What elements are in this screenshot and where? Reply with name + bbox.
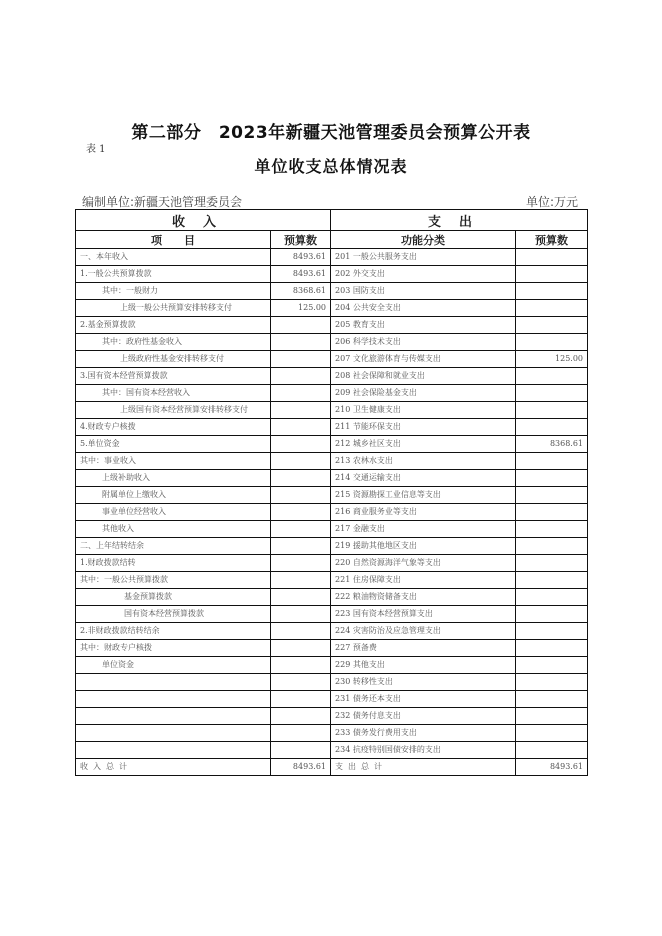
income-item-cell: 其中：事业收入 bbox=[76, 453, 271, 470]
table-row bbox=[76, 708, 588, 725]
expense-item-cell: 230 转移性支出 bbox=[331, 674, 516, 691]
budget-table bbox=[75, 209, 588, 776]
expense-item-cell: 215 资源勘探工业信息等支出 bbox=[331, 487, 516, 504]
income-total-label: 收入总计 bbox=[76, 759, 271, 776]
expense-item-cell: 219 援助其他地区支出 bbox=[331, 538, 516, 555]
column-header-row bbox=[76, 231, 588, 249]
table-row bbox=[76, 640, 588, 657]
expense-item-cell: 229 其他支出 bbox=[331, 657, 516, 674]
income-item-cell: 2.非财政拨款结转结余 bbox=[76, 623, 271, 640]
income-amount-cell: 8493.61 bbox=[271, 266, 331, 283]
income-amount-cell bbox=[271, 334, 331, 351]
income-item-cell: 其中：国有资本经营收入 bbox=[76, 385, 271, 402]
expense-amount-cell bbox=[516, 606, 588, 623]
expense-amount-cell bbox=[516, 249, 588, 266]
expense-item-cell: 224 灾害防治及应急管理支出 bbox=[331, 623, 516, 640]
income-amount-cell bbox=[271, 436, 331, 453]
expense-total-label: 支出总计 bbox=[331, 759, 516, 776]
table-row bbox=[76, 606, 588, 623]
expense-amount-cell bbox=[516, 708, 588, 725]
income-amount-cell bbox=[271, 674, 331, 691]
income-item-cell: 事业单位经营收入 bbox=[76, 504, 271, 521]
income-amount-cell bbox=[271, 385, 331, 402]
expense-amount-cell bbox=[516, 487, 588, 504]
expense-amount-cell: 125.00 bbox=[516, 351, 588, 368]
table-row bbox=[76, 504, 588, 521]
table-row bbox=[76, 555, 588, 572]
income-amount-cell: 125.00 bbox=[271, 300, 331, 317]
table-row bbox=[76, 266, 588, 283]
table-row bbox=[76, 470, 588, 487]
org-label: 编制单位:新疆天池管理委员会 bbox=[82, 195, 243, 209]
table-row bbox=[76, 521, 588, 538]
expense-amount-cell bbox=[516, 538, 588, 555]
income-section-header: 收入 bbox=[76, 210, 331, 231]
income-amount-cell bbox=[271, 623, 331, 640]
income-amount-cell bbox=[271, 725, 331, 742]
expense-amount-cell bbox=[516, 453, 588, 470]
expense-item-cell: 233 债务发行费用支出 bbox=[331, 725, 516, 742]
table-row bbox=[76, 487, 588, 504]
expense-amount-cell bbox=[516, 521, 588, 538]
table-row bbox=[76, 402, 588, 419]
table-row bbox=[76, 436, 588, 453]
income-item-cell: 上级政府性基金安排转移支付 bbox=[76, 351, 271, 368]
expense-item-cell: 208 社会保障和就业支出 bbox=[331, 368, 516, 385]
total-row bbox=[76, 759, 588, 776]
table-row bbox=[76, 742, 588, 759]
income-item-cell: 1.一般公共预算拨款 bbox=[76, 266, 271, 283]
expense-item-cell: 232 债务付息支出 bbox=[331, 708, 516, 725]
expense-amount-cell bbox=[516, 470, 588, 487]
main-title: 第二部分 2023年新疆天池管理委员会预算公开表 bbox=[131, 123, 531, 143]
table-row bbox=[76, 317, 588, 334]
expense-amount-cell bbox=[516, 589, 588, 606]
table-number: 表 1 bbox=[86, 144, 106, 155]
table-row bbox=[76, 283, 588, 300]
expense-amount-cell bbox=[516, 334, 588, 351]
expense-item-cell: 210 卫生健康支出 bbox=[331, 402, 516, 419]
expense-amount-cell bbox=[516, 368, 588, 385]
income-amount-cell bbox=[271, 708, 331, 725]
table-row bbox=[76, 300, 588, 317]
income-amount-cell bbox=[271, 555, 331, 572]
expense-item-cell: 212 城乡社区支出 bbox=[331, 436, 516, 453]
expense-item-cell: 231 债务还本支出 bbox=[331, 691, 516, 708]
expense-amount-cell bbox=[516, 742, 588, 759]
expense-amount-cell bbox=[516, 402, 588, 419]
income-item-cell: 其中：财政专户核拨 bbox=[76, 640, 271, 657]
expense-amount-cell bbox=[516, 385, 588, 402]
income-amount-cell bbox=[271, 402, 331, 419]
income-amount-cell bbox=[271, 589, 331, 606]
income-item-cell: 一、本年收入 bbox=[76, 249, 271, 266]
expense-item-cell: 221 住房保障支出 bbox=[331, 572, 516, 589]
income-amount-cell bbox=[271, 606, 331, 623]
table-row bbox=[76, 368, 588, 385]
expense-amount-cell bbox=[516, 691, 588, 708]
table-row bbox=[76, 691, 588, 708]
expense-amount-cell bbox=[516, 623, 588, 640]
income-amount-header: 预算数 bbox=[271, 231, 331, 249]
income-amount-cell bbox=[271, 521, 331, 538]
income-item-cell: 1.财政拨款结转 bbox=[76, 555, 271, 572]
unit-label: 单位:万元 bbox=[525, 195, 578, 209]
income-amount-cell bbox=[271, 453, 331, 470]
expense-item-cell: 205 教育支出 bbox=[331, 317, 516, 334]
expense-amount-cell bbox=[516, 419, 588, 436]
income-item-cell: 上级补助收入 bbox=[76, 470, 271, 487]
income-item-cell bbox=[76, 725, 271, 742]
income-amount-cell bbox=[271, 368, 331, 385]
income-amount-cell bbox=[271, 504, 331, 521]
expense-amount-cell bbox=[516, 572, 588, 589]
table-row bbox=[76, 623, 588, 640]
table-row bbox=[76, 385, 588, 402]
income-item-cell: 2.基金预算拨款 bbox=[76, 317, 271, 334]
expense-item-cell: 209 社会保险基金支出 bbox=[331, 385, 516, 402]
expense-amount-cell: 8368.61 bbox=[516, 436, 588, 453]
table-body bbox=[76, 249, 588, 759]
table-row bbox=[76, 334, 588, 351]
income-amount-cell bbox=[271, 487, 331, 504]
expense-amount-cell bbox=[516, 725, 588, 742]
expense-item-cell: 214 交通运输支出 bbox=[331, 470, 516, 487]
table-row bbox=[76, 657, 588, 674]
section-header-row bbox=[76, 210, 588, 231]
expense-item-cell: 223 国有资本经营预算支出 bbox=[331, 606, 516, 623]
income-item-cell: 单位资金 bbox=[76, 657, 271, 674]
expense-item-cell: 207 文化旅游体育与传媒支出 bbox=[331, 351, 516, 368]
income-item-cell: 其中：一般公共预算拨款 bbox=[76, 572, 271, 589]
income-item-cell: 上级一般公共预算安排转移支付 bbox=[76, 300, 271, 317]
income-total-amount: 8493.61 bbox=[271, 759, 331, 776]
income-amount-cell: 8493.61 bbox=[271, 249, 331, 266]
income-item-header: 项 目 bbox=[76, 231, 271, 249]
expense-item-cell: 211 节能环保支出 bbox=[331, 419, 516, 436]
income-amount-cell bbox=[271, 572, 331, 589]
income-item-cell bbox=[76, 691, 271, 708]
expense-amount-cell bbox=[516, 283, 588, 300]
income-amount-cell bbox=[271, 538, 331, 555]
expense-amount-cell bbox=[516, 266, 588, 283]
expense-item-cell: 201 一般公共服务支出 bbox=[331, 249, 516, 266]
expense-amount-cell bbox=[516, 300, 588, 317]
expense-item-cell: 204 公共安全支出 bbox=[331, 300, 516, 317]
expense-item-cell: 234 抗疫特别国债安排的支出 bbox=[331, 742, 516, 759]
income-amount-cell bbox=[271, 691, 331, 708]
income-item-cell bbox=[76, 674, 271, 691]
income-item-cell: 上级国有资本经营预算安排转移支付 bbox=[76, 402, 271, 419]
income-item-cell: 基金预算拨款 bbox=[76, 589, 271, 606]
income-item-cell: 其中：一般财力 bbox=[76, 283, 271, 300]
income-item-cell: 附属单位上缴收入 bbox=[76, 487, 271, 504]
table-row bbox=[76, 249, 588, 266]
income-item-cell: 5.单位资金 bbox=[76, 436, 271, 453]
income-item-cell bbox=[76, 742, 271, 759]
table-row bbox=[76, 674, 588, 691]
expense-item-cell: 206 科学技术支出 bbox=[331, 334, 516, 351]
expense-item-cell: 217 金融支出 bbox=[331, 521, 516, 538]
table-row bbox=[76, 538, 588, 555]
income-amount-cell bbox=[271, 640, 331, 657]
income-item-cell bbox=[76, 708, 271, 725]
table-row bbox=[76, 419, 588, 436]
table-row bbox=[76, 453, 588, 470]
income-item-cell: 3.国有资本经营预算拨款 bbox=[76, 368, 271, 385]
income-amount-cell bbox=[271, 351, 331, 368]
expense-item-cell: 227 预备费 bbox=[331, 640, 516, 657]
expense-amount-cell bbox=[516, 504, 588, 521]
expense-amount-cell bbox=[516, 657, 588, 674]
expense-item-header: 功能分类 bbox=[331, 231, 516, 249]
income-amount-cell: 8368.61 bbox=[271, 283, 331, 300]
expense-item-cell: 202 外交支出 bbox=[331, 266, 516, 283]
income-amount-cell bbox=[271, 317, 331, 334]
expense-item-cell: 213 农林水支出 bbox=[331, 453, 516, 470]
income-amount-cell bbox=[271, 470, 331, 487]
income-amount-cell bbox=[271, 742, 331, 759]
expense-amount-cell bbox=[516, 674, 588, 691]
sub-title: 单位收支总体情况表 bbox=[254, 157, 408, 176]
income-item-cell: 国有资本经营预算拨款 bbox=[76, 606, 271, 623]
income-item-cell: 二、上年结转结余 bbox=[76, 538, 271, 555]
income-item-cell: 4.财政专户核拨 bbox=[76, 419, 271, 436]
expense-item-cell: 222 粮油物资储备支出 bbox=[331, 589, 516, 606]
expense-amount-cell bbox=[516, 640, 588, 657]
table-row bbox=[76, 589, 588, 606]
income-item-cell: 其中：政府性基金收入 bbox=[76, 334, 271, 351]
expense-amount-cell bbox=[516, 317, 588, 334]
income-item-cell: 其他收入 bbox=[76, 521, 271, 538]
income-amount-cell bbox=[271, 419, 331, 436]
expense-section-header: 支出 bbox=[331, 210, 588, 231]
expense-item-cell: 220 自然资源海洋气象等支出 bbox=[331, 555, 516, 572]
expense-item-cell: 216 商业服务业等支出 bbox=[331, 504, 516, 521]
expense-amount-cell bbox=[516, 555, 588, 572]
table-row bbox=[76, 725, 588, 742]
expense-total-amount: 8493.61 bbox=[516, 759, 588, 776]
income-amount-cell bbox=[271, 657, 331, 674]
table-row bbox=[76, 351, 588, 368]
expense-amount-header: 预算数 bbox=[516, 231, 588, 249]
table-row bbox=[76, 572, 588, 589]
expense-item-cell: 203 国防支出 bbox=[331, 283, 516, 300]
